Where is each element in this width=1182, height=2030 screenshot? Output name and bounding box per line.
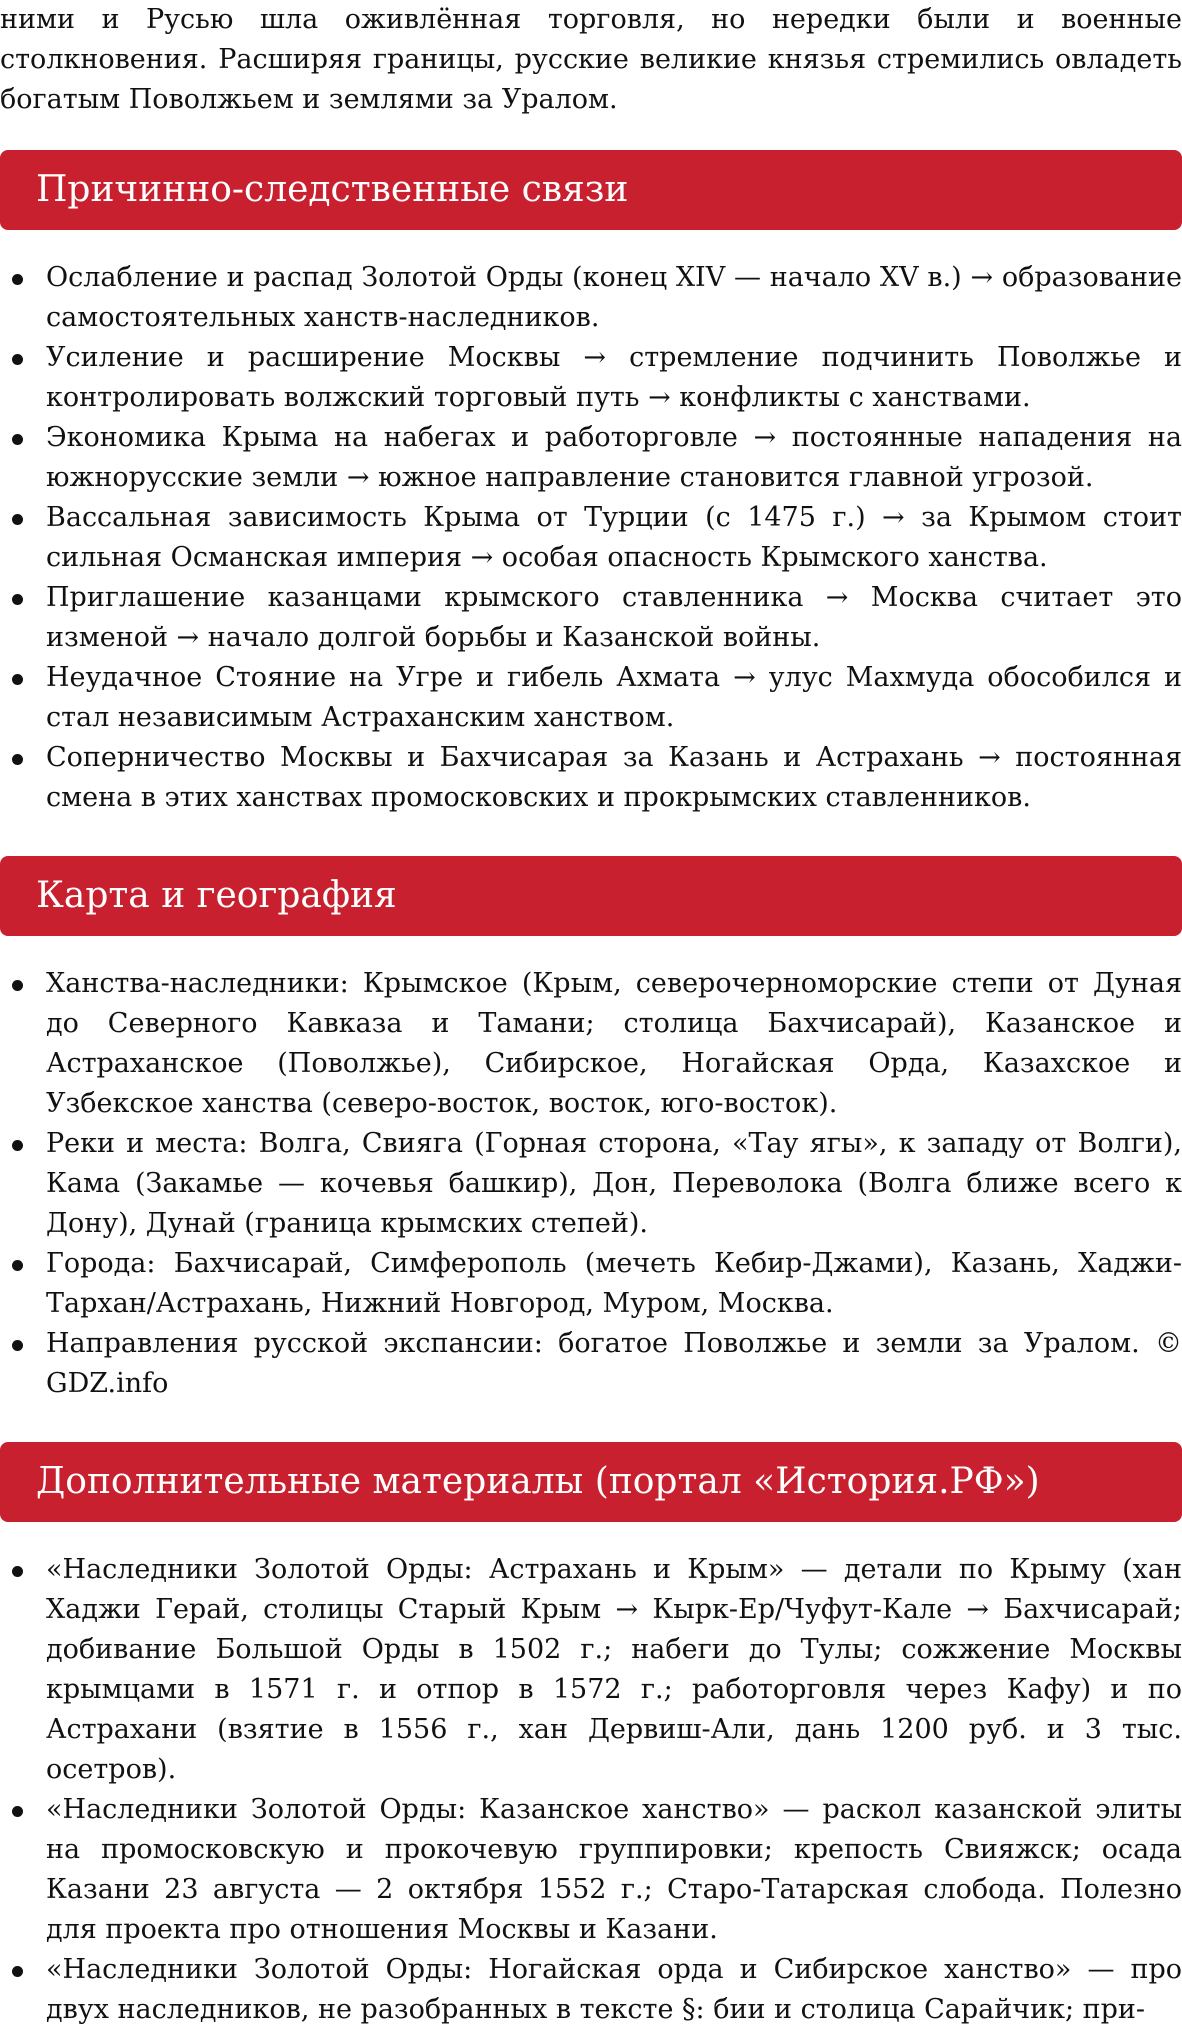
intro-paragraph: ними и Русью шла оживлённая торговля, но нередки были и военные столкновения. Расширяя границы, русские великие князья стремились овладеть богатым Поволжьем и землями за Уралом. bbox=[0, 4, 1182, 115]
list-item: Направления русской экспансии: богатое Поволжье и земли за Уралом. © GDZ.info bbox=[0, 1324, 1182, 1404]
extra-list bbox=[0, 1550, 1182, 2030]
list-item: «Наследники Золотой Орды: Казанское ханство» — раскол казанской элиты на промосковскую и прокочевую группировки; крепость Свияжск; осада Казани 23 августа — 2 октября 1552 г.; Старо-Татарская слобода. Полезно для проекта про отношения Москвы и Казани. bbox=[0, 1790, 1182, 1950]
list-item: Ханства-наследники: Крымское (Крым, северочерноморские степи от Дуная до Северного Кавказа и Тамани; столица Бахчисарай), Казанское и Астраханское (Поволжье), Сибирское, Ногайская Орда, Казахское и Узбекское ханства (северо-восток, восток, юго-восток). bbox=[0, 964, 1182, 1124]
bullet-icon bbox=[12, 1966, 23, 1977]
bullet-icon bbox=[12, 1140, 23, 1151]
bullet-icon bbox=[12, 674, 23, 685]
bullet-icon bbox=[12, 434, 23, 445]
list-item: Неудачное Стояние на Угре и гибель Ахмата → улус Махмуда обособился и стал независимым Астраханским ханством. bbox=[0, 658, 1182, 738]
list-item: «Наследники Золотой Орды: Астрахань и Крым» — детали по Крыму (хан Хаджи Герай, столицы Старый Крым → Кырк-Ер/Чуфут-Кале → Бахчисарай; добивание Большой Орды в 1502 г.; набеги до Тулы; сожжение Москвы крымцами в 1571 г. и отпор в 1572 г.; работорговля через Кафу) и по Астрахани (взятие в 1556 г., хан Дервиш-Али, дань 1200 руб. и 3 тыс. осетров). bbox=[0, 1550, 1182, 1790]
list-item: Города: Бахчисарай, Симферополь (мечеть Кебир-Джами), Казань, Хаджи-Тархан/Астрахань, Нижний Новгород, Муром, Москва. bbox=[0, 1244, 1182, 1324]
list-item: Ослабление и распад Золотой Орды (конец XIV — начало XV в.) → образование самостоятельных ханств-наследников. bbox=[0, 258, 1182, 338]
map-list bbox=[0, 964, 1182, 1404]
list-item: Реки и места: Волга, Свияга (Горная сторона, «Тау ягы», к западу от Волги), Кама (Закамье — кочевья башкир), Дон, Переволока (Волга ближе всего к Дону), Дунай (граница крымских степей). bbox=[0, 1124, 1182, 1244]
bullet-icon bbox=[12, 354, 23, 365]
list-item: Приглашение казанцами крымского ставленника → Москва считает это изменой → начало долгой борьбы и Казанской войны. bbox=[0, 578, 1182, 658]
list-item: Вассальная зависимость Крыма от Турции (с 1475 г.) → за Крымом стоит сильная Османская империя → особая опасность Крымского ханства. bbox=[0, 498, 1182, 578]
section-header-causes: Причинно-следственные связи bbox=[0, 150, 1182, 230]
list-item: Соперничество Москвы и Бахчисарая за Казань и Астрахань → постоянная смена в этих ханствах промосковских и прокрымских ставленников. bbox=[0, 738, 1182, 818]
bullet-icon bbox=[12, 594, 23, 605]
section-header-extra: Дополнительные материалы (портал «История.РФ») bbox=[0, 1442, 1182, 1522]
list-item: «Наследники Золотой Орды: Ногайская орда и Сибирское ханство» — про двух наследников, не разобранных в тексте §: бии и столица Сарайчик; при- bbox=[0, 1950, 1182, 2030]
bullet-icon bbox=[12, 1340, 23, 1351]
causes-list bbox=[0, 258, 1182, 818]
bullet-icon bbox=[12, 1260, 23, 1271]
section-header-map: Карта и география bbox=[0, 856, 1182, 936]
bullet-icon bbox=[12, 754, 23, 765]
list-item: Экономика Крыма на набегах и работорговле → постоянные нападения на южнорусские земли → южное направление становится главной угрозой. bbox=[0, 418, 1182, 498]
bullet-icon bbox=[12, 1566, 23, 1577]
list-item: Усиление и расширение Москвы → стремление подчинить Поволжье и контролировать волжский торговый путь → конфликты с ханствами. bbox=[0, 338, 1182, 418]
bullet-icon bbox=[12, 980, 23, 991]
bullet-icon bbox=[12, 514, 23, 525]
bullet-icon bbox=[12, 1806, 23, 1817]
bullet-icon bbox=[12, 274, 23, 285]
